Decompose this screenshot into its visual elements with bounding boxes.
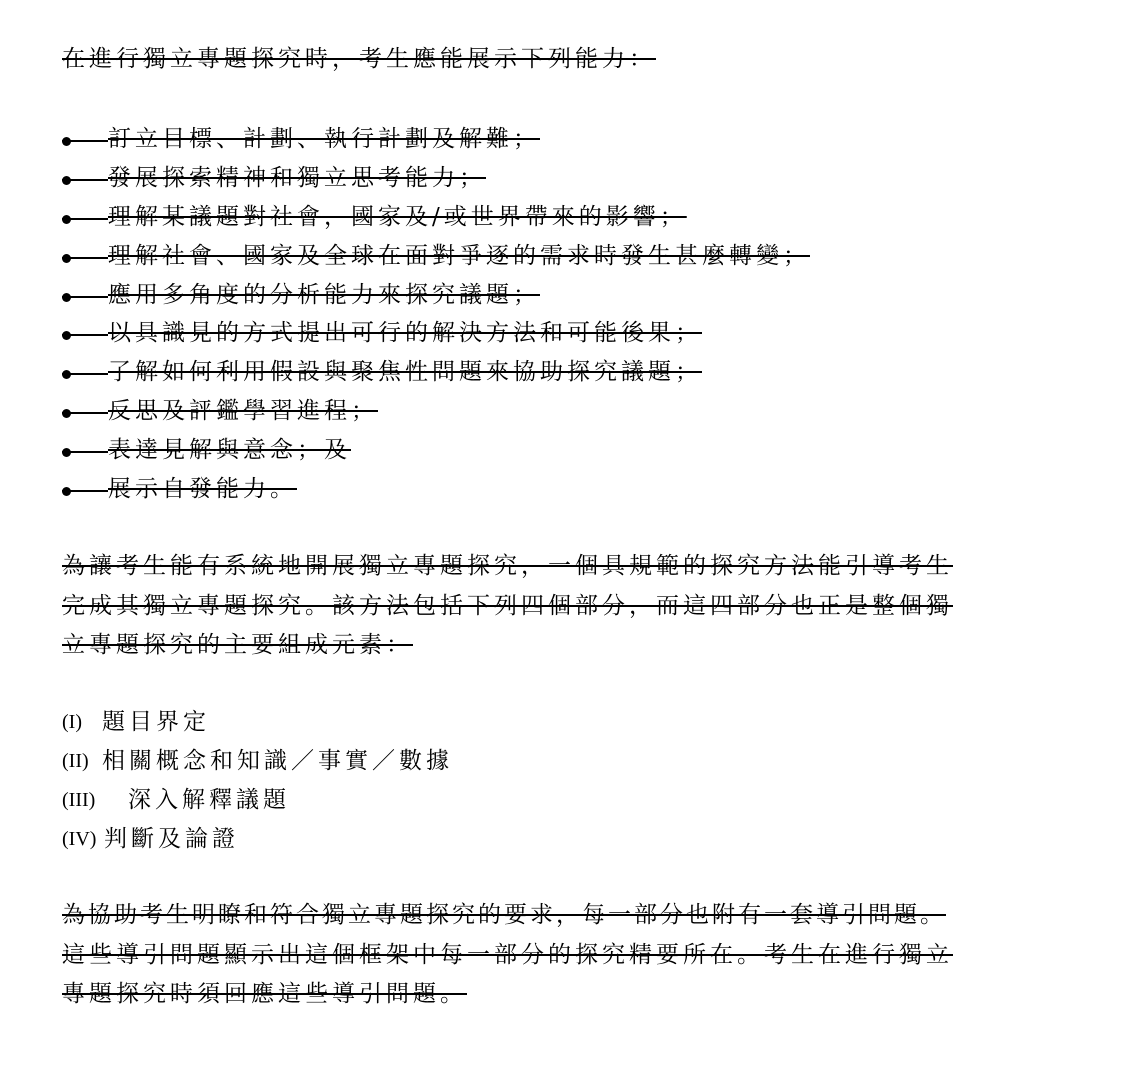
component-number: (III)	[62, 789, 96, 811]
strike-line	[62, 296, 108, 298]
intro-text: 在進行獨立專題探究時，考生應能展示下列能力：	[62, 46, 656, 72]
strike-line	[62, 334, 108, 336]
component-label: 相關概念和知識／事實／數據	[102, 748, 453, 774]
component-item	[62, 785, 290, 815]
list-item-text: 展示自發能力。	[108, 476, 297, 502]
list-item-text: 反思及評鑑學習進程；	[108, 398, 378, 424]
strike-line	[62, 140, 108, 142]
component-number: (I)	[62, 711, 82, 733]
component-item	[62, 746, 453, 776]
list-item-text: 以具識見的方式提出可行的解決方法和可能後果；	[108, 320, 702, 346]
component-label: 深入解釋議題	[128, 787, 290, 813]
strike-line	[62, 179, 108, 181]
paragraph-line: 為協助考生明瞭和符合獨立專題探究的要求，每一部分也附有一套導引問題。	[62, 902, 946, 928]
strike-line	[62, 490, 108, 492]
strike-line	[62, 451, 108, 453]
strike-line	[62, 412, 108, 414]
paragraph-line: 這些導引問題顯示出這個框架中每一部分的探究精要所在。考生在進行獨立	[62, 942, 953, 968]
component-label: 題目界定	[102, 709, 210, 735]
list-item-text: 了解如何利用假設與聚焦性問題來協助探究議題；	[108, 359, 702, 385]
list-item-text: 表達見解與意念；及	[108, 437, 351, 463]
strike-line	[62, 257, 108, 259]
strike-line	[62, 218, 108, 220]
component-number: (II)	[62, 750, 89, 772]
component-item	[62, 824, 239, 854]
component-number: (IV)	[62, 828, 97, 850]
component-item	[62, 707, 210, 737]
paragraph-line: 完成其獨立專題探究。該方法包括下列四個部分，而這四部分也正是整個獨	[62, 593, 953, 619]
paragraph-line: 立專題探究的主要組成元素：	[62, 632, 413, 658]
list-item-text: 理解某議題對社會，國家及/或世界帶來的影響；	[108, 204, 687, 230]
list-item-text: 理解社會、國家及全球在面對爭逐的需求時發生甚麼轉變；	[108, 243, 810, 269]
component-label: 判斷及論證	[104, 826, 239, 852]
list-item-text: 發展探索精神和獨立思考能力；	[108, 165, 486, 191]
paragraph-line: 為讓考生能有系統地開展獨立專題探究，一個具規範的探究方法能引導考生	[62, 553, 953, 579]
list-item-text: 訂立目標、計劃、執行計劃及解難；	[108, 126, 540, 152]
paragraph-line: 專題探究時須回應這些導引問題。	[62, 981, 467, 1007]
strike-line	[62, 373, 108, 375]
list-item-text: 應用多角度的分析能力來探究議題；	[108, 282, 540, 308]
